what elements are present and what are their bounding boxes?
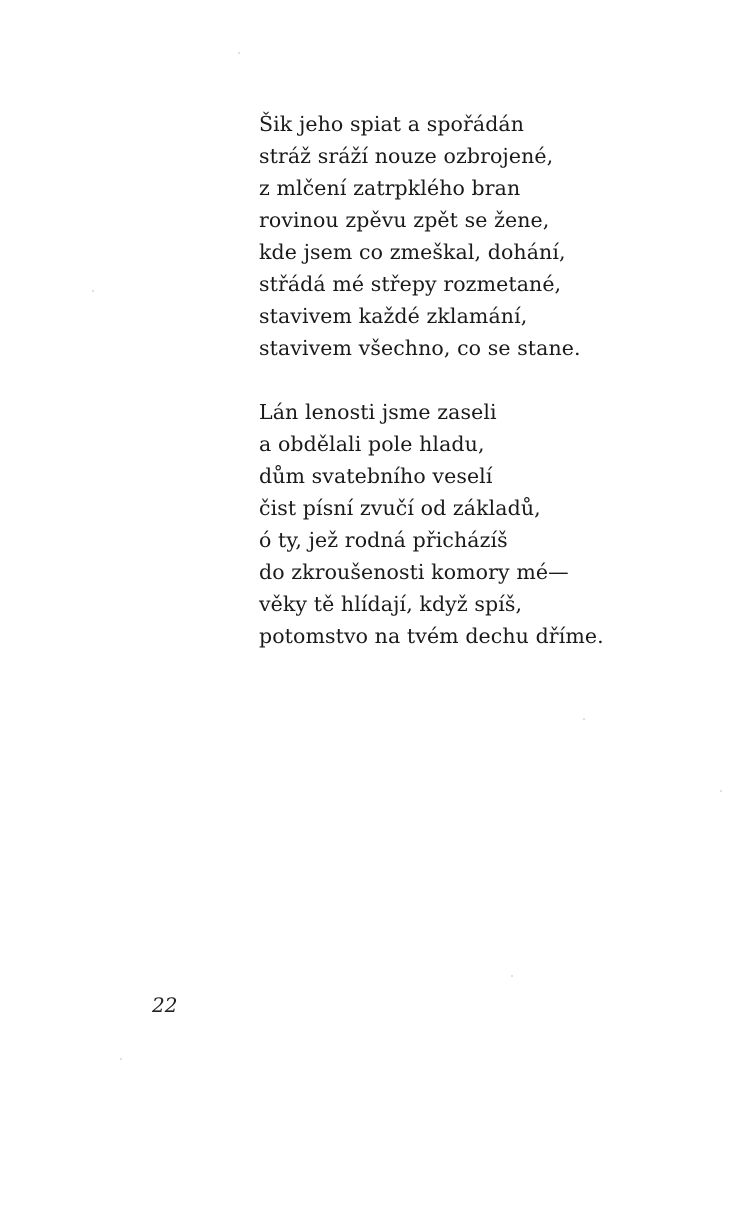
paper-speck <box>92 290 94 292</box>
poem-line: potomstvo na tvém dechu dříme. <box>259 624 604 648</box>
stanza-1 <box>259 108 679 364</box>
poem <box>259 108 679 652</box>
paper-speck <box>120 1058 122 1060</box>
page-number: 22 <box>152 993 178 1017</box>
paper-speck <box>511 975 513 977</box>
poem-line: dům svatebního veselí <box>259 464 493 488</box>
poem-line: a obdělali pole hladu, <box>259 432 485 456</box>
poem-line: stavivem každé zklamání, <box>259 304 528 328</box>
poem-line: ó ty, jež rodná přicházíš <box>259 528 508 552</box>
poem-line: věky tě hlídají, když spíš, <box>259 592 523 616</box>
poem-line: čist písní zvučí od základů, <box>259 496 541 520</box>
poem-line: do zkroušenosti komory mé— <box>259 560 569 584</box>
poem-line: rovinou zpěvu zpět se žene, <box>259 208 550 232</box>
poem-line: kde jsem co zmeškal, dohání, <box>259 240 566 264</box>
poem-line: střádá mé střepy rozmetané, <box>259 272 562 296</box>
poem-line: Lán lenosti jsme zaseli <box>259 400 497 424</box>
poem-line: stavivem všechno, co se stane. <box>259 336 581 360</box>
paper-speck <box>720 790 722 792</box>
stanza-2 <box>259 396 679 652</box>
poem-line: Šik jeho spiat a spořádán <box>259 112 525 136</box>
paper-speck <box>583 718 585 720</box>
paper-speck <box>238 52 240 54</box>
poem-line: stráž sráží nouze ozbrojené, <box>259 144 554 168</box>
poem-line: z mlčení zatrpklého bran <box>259 176 521 200</box>
